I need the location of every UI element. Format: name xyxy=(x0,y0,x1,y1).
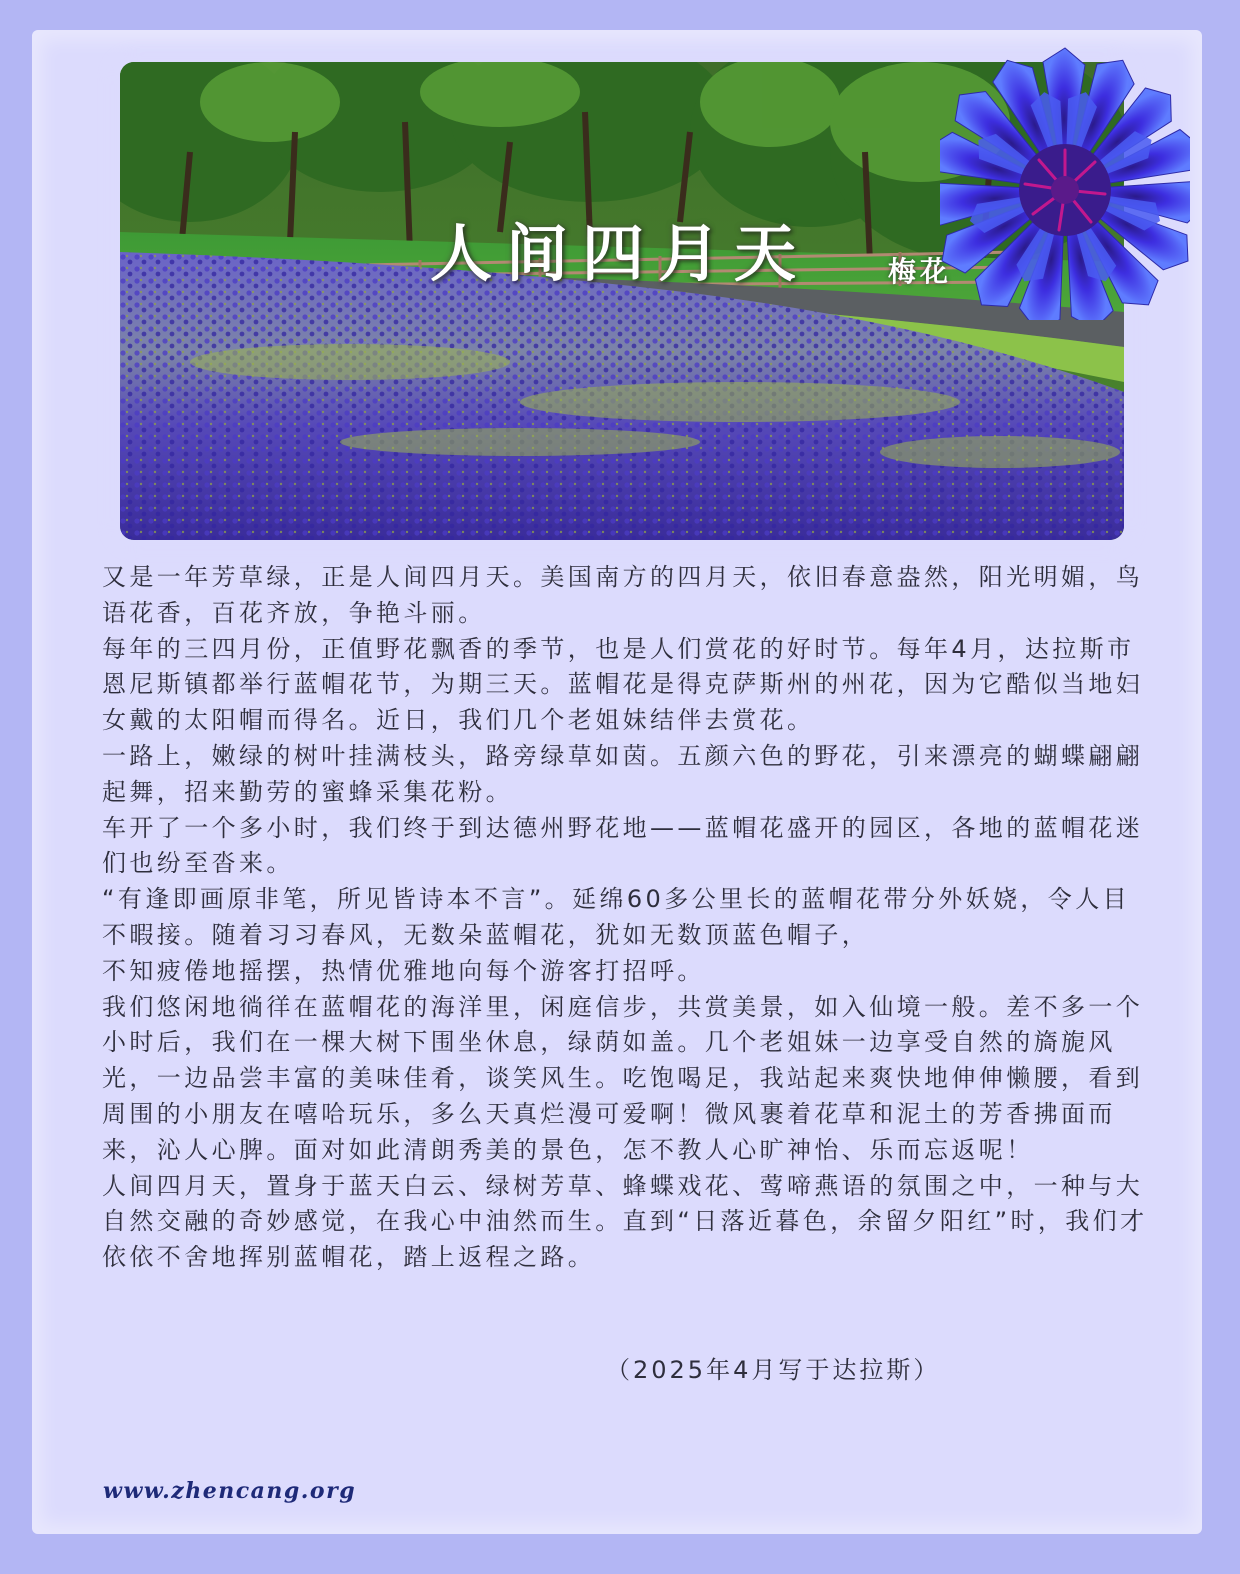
paragraph: 每年的三四月份，正值野花飘香的季节，也是人们赏花的好时节。每年4月，达拉斯市恩尼斯镇都举行蓝帽花节，为期三天。蓝帽花是得克萨斯州的州花，因为它酷似当地妇女戴的太阳帽而得名。近日，我们几个老姐妹结伴去赏花。 xyxy=(102,634,1144,735)
paragraph: 一路上，嫩绿的树叶挂满枝头，路旁绿草如茵。五颜六色的野花，引来漂亮的蝴蝶翩翩起舞，招来勤劳的蜜蜂采集花粉。 xyxy=(102,741,1144,806)
cornflower-ornament xyxy=(940,30,1190,320)
paragraph: “有逢即画原非笔，所见皆诗本不言”。延绵60多公里长的蓝帽花带分外妖娆，令人目不暇接。随着习习春风，无数朵蓝帽花，犹如无数顶蓝色帽子， xyxy=(102,885,1131,949)
paragraph: 不知疲倦地摇摆，热情优雅地向每个游客打招呼。 xyxy=(102,956,705,985)
article-title: 人间四月天 xyxy=(430,217,811,290)
article-body xyxy=(102,560,1152,1276)
paragraph: 车开了一个多小时，我们终于到达德州野花地——蓝帽花盛开的园区，各地的蓝帽花迷们也纷至沓来。 xyxy=(102,813,1144,878)
author-name: 梅花 xyxy=(888,255,953,288)
paragraph: 又是一年芳草绿，正是人间四月天。美国南方的四月天，依旧春意盎然，阳光明媚，鸟语花香，百花齐放，争艳斗丽。 xyxy=(102,563,1144,627)
paragraph: 人间四月天，置身于蓝天白云、绿树芳草、蜂蝶戏花、莺啼燕语的氛围之中，一种与大自然交融的奇妙感觉，在我心中油然而生。直到“日落近暮色，余留夕阳红”时，我们才依依不舍地挥别蓝帽花，踏上返程之路。 xyxy=(102,1171,1148,1272)
date-signoff: （2025年4月写于达拉斯） xyxy=(606,1356,941,1384)
paragraph: 我们悠闲地徜徉在蓝帽花的海洋里，闲庭信步，共赏美景，如入仙境一般。差不多一个小时后，我们在一棵大树下围坐休息，绿荫如盖。几个老姐妹一边享受自然的旖旎风光，一边品尝丰富的美味佳肴，谈笑风生。吃饱喝足，我站起来爽快地伸伸懒腰，看到周围的小朋友在嘻哈玩乐，多么天真烂漫可爱啊！微风裹着花草和泥土的芳香拂面而来，沁人心脾。面对如此清朗秀美的景色，怎不教人心旷神怡、乐而忘返呢！ xyxy=(102,992,1144,1164)
website-link[interactable]: www.zhencang.org xyxy=(103,1478,357,1504)
